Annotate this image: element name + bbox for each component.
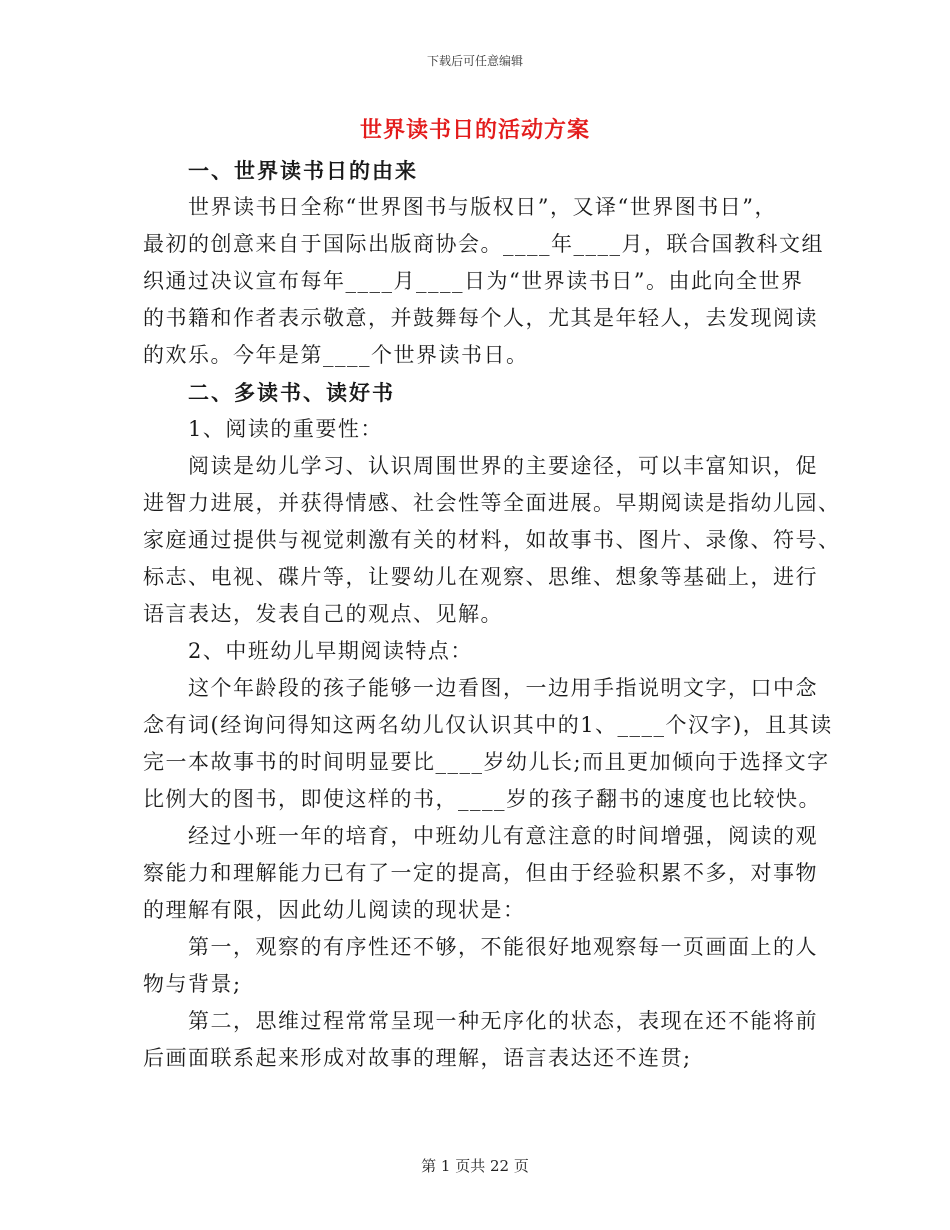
page-footer: 第 1 页共 22 页 [421, 1157, 529, 1175]
paragraph-line: 最初的创意来自于国际出版商协会。____年____月，联合国教科文组 [143, 232, 824, 256]
document-title: 世界读书日的活动方案 [359, 117, 590, 143]
document-body [143, 152, 841, 1077]
paragraph-line: 后画面联系起来形成对故事的理解，语言表达还不连贯; [143, 1046, 692, 1070]
paragraph-line: 的书籍和作者表示敬意，并鼓舞每个人，尤其是年轻人，去发现阅读 [143, 306, 818, 330]
paragraph-line: 进智力进展，并获得情感、社会性等全面进展。早期阅读是指幼儿园、 [143, 491, 841, 515]
paragraph-line: 的欢乐。今年是第____个世界读书日。 [143, 343, 529, 367]
paragraph-line: 念有词(经询问得知这两名幼儿仅认识其中的1、____个汉字)，且其读 [143, 713, 833, 737]
paragraph-line: 第一，观察的有序性还不够，不能很好地观察每一页画面上的人 [188, 935, 818, 959]
paragraph-line: 这个年龄段的孩子能够一边看图，一边用手指说明文字，口中念 [188, 676, 818, 700]
section-heading-origin: 一、世界读书日的由来 [188, 158, 418, 183]
paragraph-line: 语言表达，发表自己的观点、见解。 [143, 602, 503, 626]
header-note: 下载后可任意编辑 [426, 54, 523, 68]
paragraph-line: 第二，思维过程常常呈现一种无序化的状态，表现在还不能将前 [188, 1009, 818, 1033]
subheading-characteristics: 2、中班幼儿早期阅读特点： [188, 639, 473, 663]
paragraph-line: 经过小班一年的培育，中班幼儿有意注意的时间增强，阅读的观 [188, 824, 818, 848]
paragraph-line: 织通过决议宣布每年____月____日为“世界读书日”。由此向全世界 [143, 269, 804, 293]
paragraph-line: 察能力和理解能力已有了一定的提高，但由于经验积累不多，对事物 [143, 861, 818, 885]
paragraph-line: 物与背景; [143, 972, 242, 996]
paragraph-line: 标志、电视、碟片等，让婴幼儿在观察、思维、想象等基础上，进行 [143, 565, 818, 589]
paragraph-line: 家庭通过提供与视觉刺激有关的材料，如故事书、图片、录像、符号、 [143, 528, 841, 552]
paragraph-line: 比例大的图书，即使这样的书，____岁的孩子翻书的速度也比较快。 [143, 787, 821, 811]
paragraph-line: 的理解有限，因此幼儿阅读的现状是： [143, 898, 526, 922]
paragraph-line: 阅读是幼儿学习、认识周围世界的主要途径，可以丰富知识，促 [188, 454, 818, 478]
section-heading-read-more: 二、多读书、读好书 [188, 380, 395, 405]
paragraph-line: 完一本故事书的时间明显要比____岁幼儿长;而且更加倾向于选择文字 [143, 750, 830, 774]
subheading-importance: 1、阅读的重要性： [188, 417, 383, 441]
paragraph-line: 世界读书日全称“世界图书与版权日”，又译“世界图书日”， [188, 195, 777, 219]
